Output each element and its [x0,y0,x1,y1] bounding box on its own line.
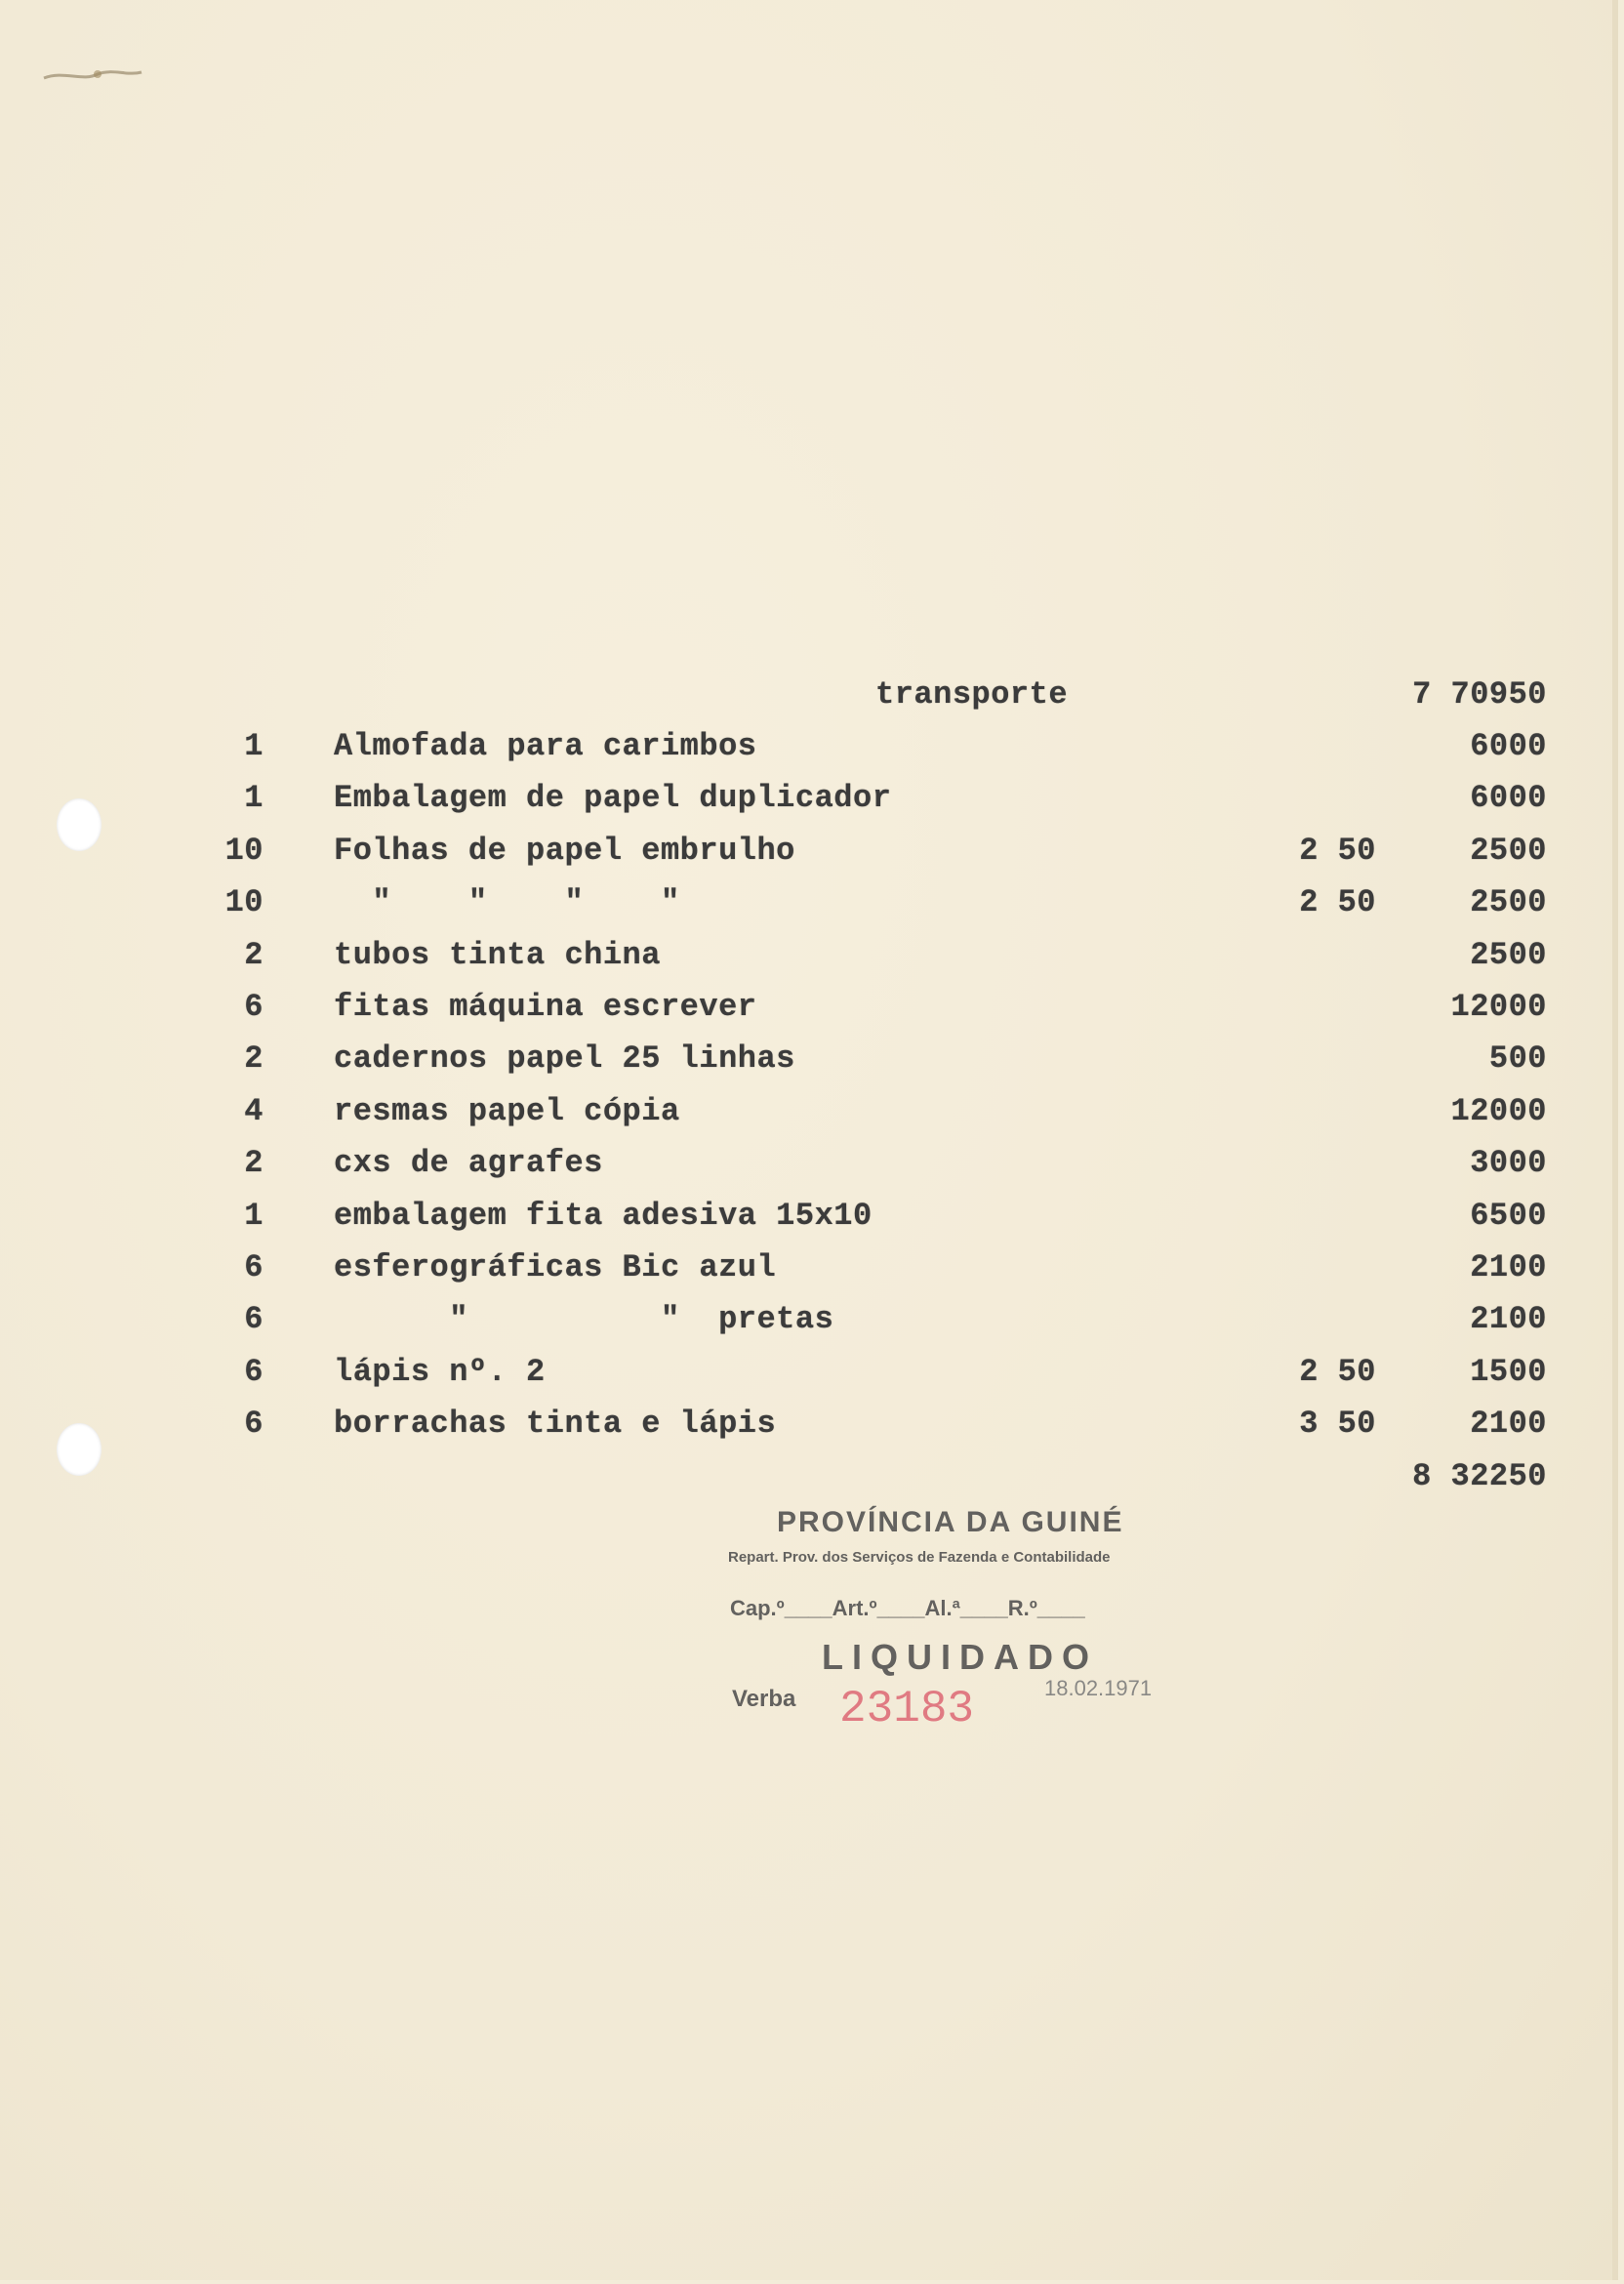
stamp-province: PROVÍNCIA DA GUINÉ [777,1506,1124,1538]
punch-hole [57,1423,102,1476]
row-description: resmas papel cópia [334,1093,680,1129]
row-description: embalagem fita adesiva 15x10 [334,1198,873,1234]
row-description: lápis nº. 2 [334,1354,546,1390]
row-amount: 500 [1488,1040,1547,1077]
row-unit-price: 3 50 [1299,1406,1376,1442]
row-quantity: 2 [244,1040,264,1077]
row-description: Folhas de papel embrulho [334,833,795,869]
row-description: borrachas tinta e lápis [334,1406,777,1442]
row-description: cxs de agrafes [334,1145,603,1181]
row-quantity: 1 [244,1198,264,1234]
row-amount: 6000 [1470,780,1547,816]
row-amount: 2500 [1470,884,1547,920]
row-amount: 2500 [1470,937,1547,973]
grand-total: 8 32250 [1412,1458,1547,1494]
row-amount: 2100 [1470,1249,1547,1285]
row-unit-price: 2 50 [1299,1354,1376,1390]
row-quantity: 4 [244,1093,264,1129]
row-description: " " " " [334,884,680,920]
row-quantity: 1 [244,780,264,816]
row-description: tubos tinta china [334,937,661,973]
row-quantity: 6 [244,1406,264,1442]
row-unit-price: 2 50 [1299,833,1376,869]
row-amount: 2100 [1470,1301,1547,1337]
stamp-status: LIQUIDADO [822,1637,1098,1677]
row-quantity: 6 [244,989,264,1025]
row-description: esferográficas Bic azul [334,1249,777,1285]
row-amount: 12000 [1450,1093,1547,1129]
punch-hole [57,798,102,851]
row-quantity: 2 [244,1145,264,1181]
staple-mark-icon [39,61,146,90]
row-quantity: 6 [244,1249,264,1285]
transport-label: transporte [875,676,1069,713]
stamp-department: Repart. Prov. dos Serviços de Fazenda e Contabilidade [728,1549,1111,1566]
stamp-date: 18.02.1971 [1044,1676,1153,1700]
row-amount: 6000 [1470,728,1547,764]
row-description: Embalagem de papel duplicador [334,780,892,816]
row-amount: 2100 [1470,1406,1547,1442]
row-amount: 1500 [1470,1354,1547,1390]
liquidado-stamp [722,1498,1210,1762]
row-quantity: 10 [224,833,264,869]
stamp-verba: Verba [732,1686,796,1712]
stamp-number: 23183 [839,1684,975,1734]
row-amount: 12000 [1450,989,1547,1025]
transport-total: 7 70950 [1412,676,1547,713]
row-quantity: 6 [244,1354,264,1390]
row-quantity: 10 [224,884,264,920]
row-quantity: 2 [244,937,264,973]
row-amount: 3000 [1470,1145,1547,1181]
row-description: Almofada para carimbos [334,728,757,764]
row-amount: 6500 [1470,1198,1547,1234]
row-description: cadernos papel 25 linhas [334,1040,795,1077]
row-description: " " pretas [334,1301,834,1337]
stamp-budget-line: Cap.º____Art.º____Al.ª____R.º____ [730,1596,1085,1620]
row-quantity: 6 [244,1301,264,1337]
row-description: fitas máquina escrever [334,989,757,1025]
row-unit-price: 2 50 [1299,884,1376,920]
row-amount: 2500 [1470,833,1547,869]
row-quantity: 1 [244,728,264,764]
